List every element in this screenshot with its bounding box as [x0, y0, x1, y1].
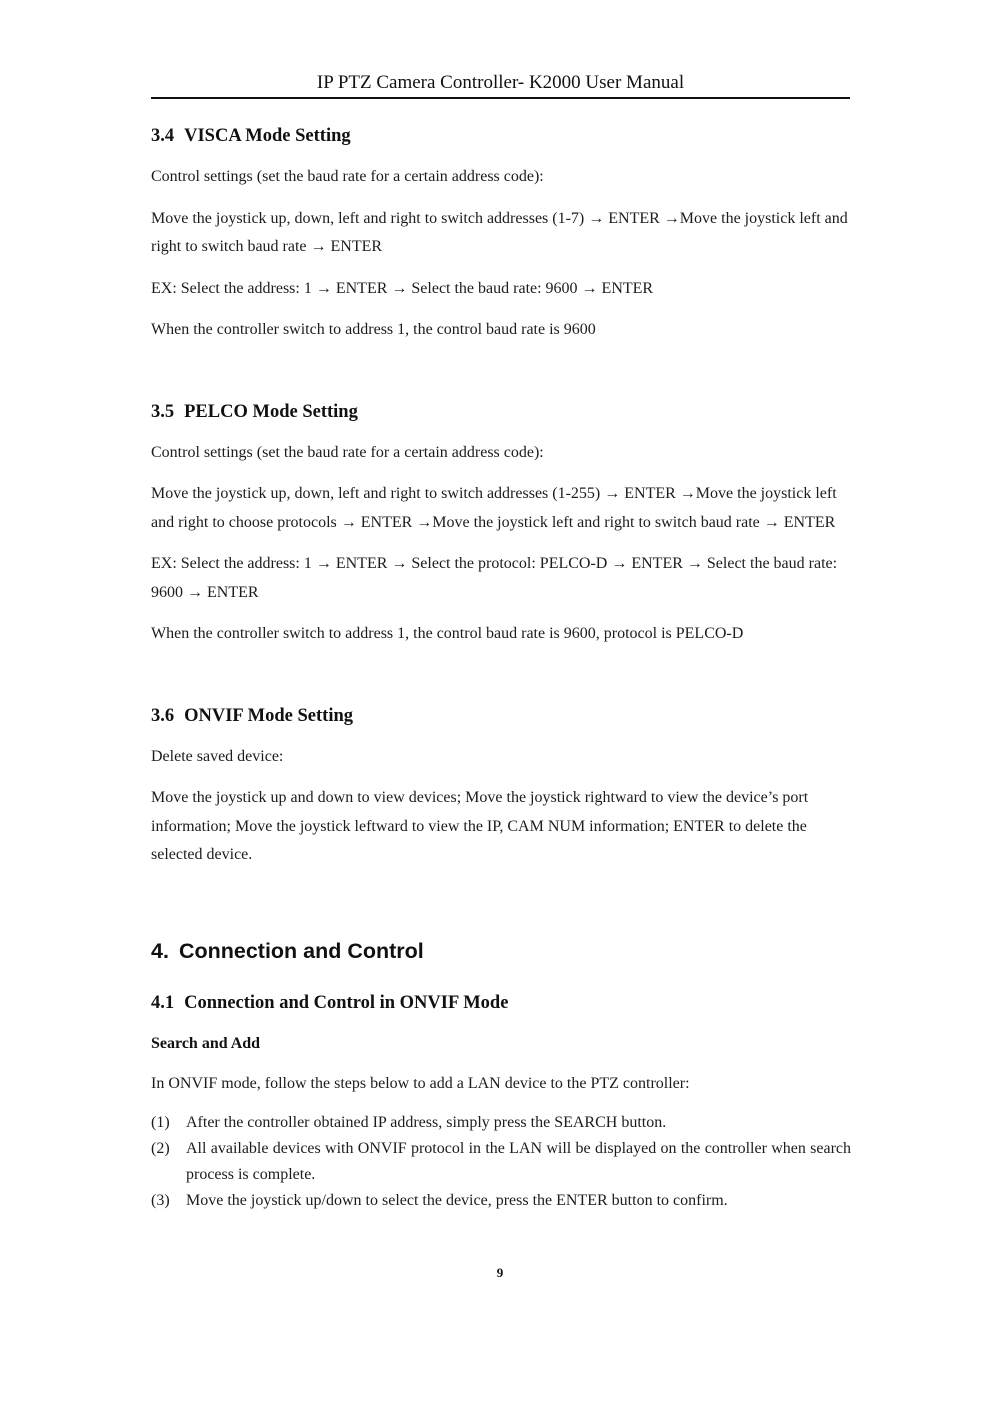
paragraph: Control settings (set the baud rate for a certain address code):: [151, 168, 544, 185]
step-number: (1): [151, 1114, 170, 1131]
step-text: After the controller obtained IP address, simply press the SEARCH button.: [186, 1114, 667, 1131]
steps-list: [151, 1110, 851, 1214]
step-text: Move the joystick up/down to select the device, press the ENTER button to confirm.: [186, 1192, 728, 1209]
section-3-4-heading: [151, 123, 851, 149]
list-item: [151, 1136, 851, 1188]
paragraph: Move the joystick up, down, left and right to switch addresses (1-7) → ENTER →Move the joystick left and right to switch baud rate → ENTER: [151, 209, 848, 255]
section-title: ONVIF Mode Setting: [184, 705, 354, 726]
step-number: (3): [151, 1192, 170, 1209]
section-title: VISCA Mode Setting: [184, 126, 351, 146]
section-3-5-heading: [151, 399, 851, 425]
paragraph: EX: Select the address: 1 → ENTER → Select the baud rate: 9600 → ENTER: [151, 279, 654, 297]
paragraph: Control settings (set the baud rate for a certain address code):: [151, 443, 544, 461]
list-item: [151, 1188, 851, 1214]
paragraph: When the controller switch to address 1, the control baud rate is 9600: [151, 321, 596, 338]
section-title: Connection and Control in ONVIF Mode: [184, 992, 509, 1013]
chapter-title: Connection and Control: [178, 938, 424, 963]
paragraph: Move the joystick up and down to view devices; Move the joystick rightward to view the device’s port information; Move the joystick leftward to view the IP, CAM NUM information; ENTER to delete the selected device.: [151, 789, 809, 863]
paragraph: When the controller switch to address 1, the control baud rate is 9600, protocol is PELCO-D: [151, 625, 744, 642]
step-text: All available devices with ONVIF protocol in the LAN will be displayed on the controller when search process is complete.: [186, 1140, 851, 1183]
paragraph: Delete saved device:: [151, 747, 284, 765]
chapter-4-heading: [151, 936, 851, 966]
section-number: 3.6: [151, 705, 175, 726]
chapter-number: 4.: [151, 938, 169, 963]
running-header: IP PTZ Camera Controller- K2000 User Manual: [316, 72, 685, 93]
list-item: [151, 1110, 851, 1136]
page-number: 9: [496, 1265, 504, 1280]
page-content: [151, 120, 851, 1214]
header-rule: [151, 97, 850, 99]
paragraph: Move the joystick up, down, left and right to switch addresses (1-255) → ENTER →Move the joystick left and right to choose protocols → ENTER →Move the joystick left and right to switch baud rate → ENTER: [151, 485, 837, 531]
section-4-1-heading: [151, 990, 851, 1016]
section-number: 3.5: [151, 401, 175, 422]
subheading-search-and-add: Search and Add: [151, 1034, 261, 1052]
section-number: 3.4: [151, 126, 175, 146]
paragraph: In ONVIF mode, follow the steps below to add a LAN device to the PTZ controller:: [151, 1074, 690, 1092]
section-title: PELCO Mode Setting: [184, 401, 358, 422]
section-3-6-heading: [151, 703, 851, 729]
paragraph: EX: Select the address: 1 → ENTER → Select the protocol: PELCO-D → ENTER → Select the baud rate: 9600 → ENTER: [151, 555, 838, 601]
step-number: (2): [151, 1140, 170, 1157]
section-number: 4.1: [151, 992, 175, 1013]
